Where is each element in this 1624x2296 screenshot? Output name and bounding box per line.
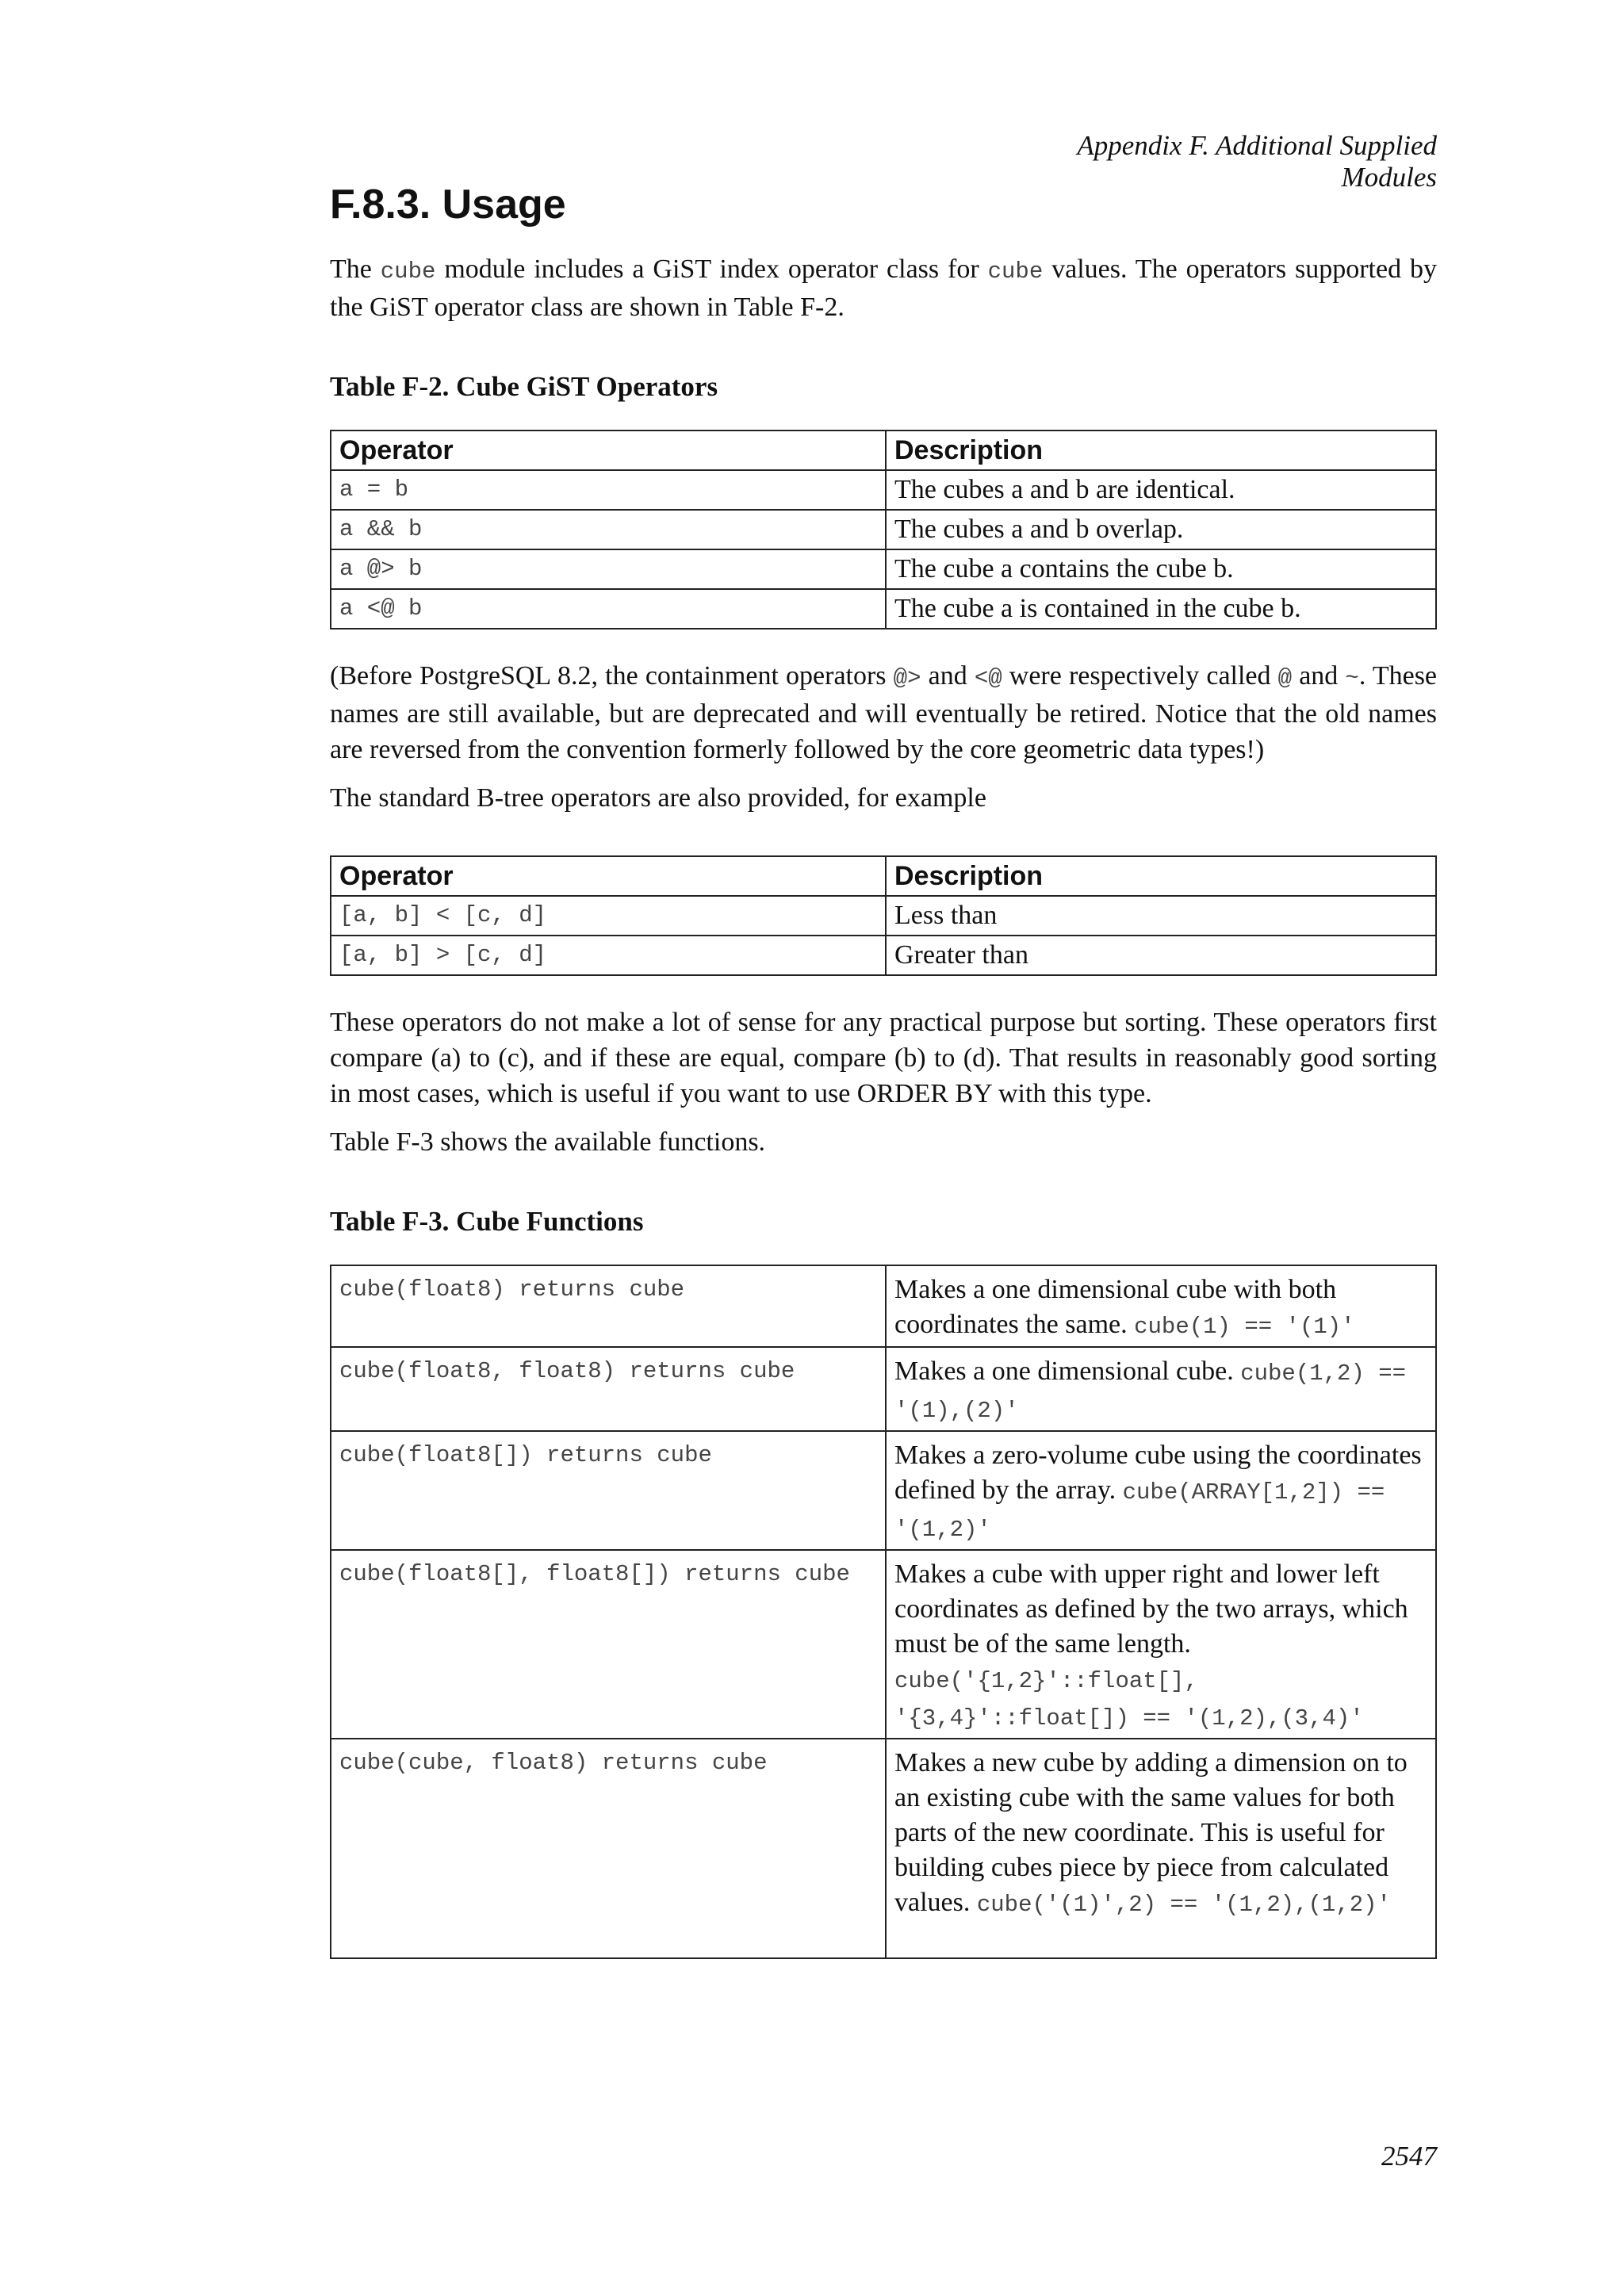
note-text-4: and [1292,661,1346,691]
inline-code-old-contained: ~ [1345,665,1359,692]
table-row [331,896,1436,936]
function-example: cube('(1)',2) == '(1,2),(1,2)' [976,1892,1391,1919]
function-description: Makes a one dimensional cube with both coordinates the same. [894,1275,1337,1340]
header-operator: Operator [331,430,886,470]
description-cell: The cube a contains the cube b. [886,549,1436,589]
intro-text-1: The [330,254,381,285]
function-signature-cell: cube(float8, float8) returns cube [331,1347,886,1431]
function-signature-cell: cube(float8[], float8[]) returns cube [331,1550,886,1739]
inline-code-cube-1: cube [380,258,436,285]
cube-functions-table [330,1265,1437,1959]
sorting-paragraph: These operators do not make a lot of sense for any practical purpose but sorting. These operators first compare (a) to (c), and if these are equal, compare (b) to (d). That results in reasonably good sorting in most cases, which is useful if you want to use ORDER BY with this type. [330,1008,1437,1109]
note-text-1: (Before PostgreSQL 8.2, the containment operators [330,661,894,691]
table-row [331,549,1436,589]
note-text-5: . These names are still available, but are deprecated and will eventually be retired. Notice that the old names are reversed from the convention formerly followed by the core geometric data types!) [330,661,1438,765]
operator-cell: a @> b [331,549,886,589]
operator-cell: a = b [331,470,886,510]
function-description: Makes a one dimensional cube. [894,1357,1241,1387]
intro-text-2: module includes a GiST index operator class for [435,254,988,285]
function-description: Makes a zero-volume cube using the coordinates defined by the array. [894,1441,1422,1506]
table-row [331,1550,1436,1739]
header-description: Description [886,856,1436,896]
running-header: Appendix F. Additional Supplied Modules [1077,130,1437,193]
deprecation-note [330,658,1437,767]
function-example: cube(1,2) == '(1),(2)' [894,1360,1407,1425]
section-title: F.8.3. Usage [330,182,566,228]
header-description: Description [886,430,1436,470]
function-description-cell [886,1265,1436,1347]
table-row [331,1265,1436,1347]
page-content [330,182,1437,1959]
function-signature-cell: cube(float8) returns cube [331,1265,886,1347]
operator-cell: a <@ b [331,589,886,629]
operator-cell: [a, b] < [c, d] [331,896,886,936]
description-cell: Less than [886,896,1436,936]
inline-code-contained: <@ [974,665,1002,692]
table-row [331,470,1436,510]
intro-paragraph [330,251,1437,325]
table-header-row [331,856,1436,896]
function-example: cube('{1,2}'::float[], '{3,4}'::float[]) == '(1,2),(3,4)' [894,1668,1364,1732]
description-cell: The cubes a and b are identical. [886,470,1436,510]
function-description-cell [886,1431,1436,1550]
table-row [331,936,1436,975]
btree-operators-table [330,855,1437,976]
function-signature-cell: cube(float8[]) returns cube [331,1431,886,1550]
description-cell: The cubes a and b overlap. [886,510,1436,549]
function-example: cube(ARRAY[1,2]) == '(1,2)' [894,1479,1385,1544]
note-text-2: and [921,661,975,691]
table-row [331,589,1436,629]
functions-intro: Table F-3 shows the available functions. [330,1127,766,1158]
operator-cell: a && b [331,510,886,549]
header-operator: Operator [331,856,886,896]
inline-code-old-contains: @ [1277,665,1293,692]
description-cell: Greater than [886,936,1436,975]
operator-cell: [a, b] > [c, d] [331,936,886,975]
inline-code-cube-2: cube [987,258,1044,285]
table-row [331,510,1436,549]
function-signature-cell: cube(cube, float8) returns cube [331,1739,886,1958]
description-cell: The cube a is contained in the cube b. [886,589,1436,629]
table-row [331,1739,1436,1958]
table-row [331,1431,1436,1550]
function-description-cell [886,1550,1436,1739]
page-number: 2547 [1381,2141,1437,2172]
function-description-cell [886,1739,1436,1958]
intro-text-3: values. The operators supported by the GiST operator class are shown in Table F-2. [330,254,1437,323]
note-text-3: were respectively called [1002,661,1278,691]
btree-intro: The standard B-tree operators are also provided, for example [330,783,986,813]
table-row [331,1347,1436,1431]
function-description-cell [886,1347,1436,1431]
table-f3-caption: Table F-3. Cube Functions [330,1206,644,1238]
function-example: cube(1) == '(1)' [1134,1314,1355,1341]
function-description: Makes a new cube by adding a dimension on to an existing cube with the same values for both parts of the new coordinate. This is useful for building cubes piece by piece from calculated values. [894,1748,1408,1918]
table-header-row [331,430,1436,470]
inline-code-contains: @> [893,665,921,692]
gist-operators-table [330,430,1437,629]
function-description: Makes a cube with upper right and lower left coordinates as defined by the two arrays, which must be of the same length. [894,1559,1408,1659]
table-f2-caption: Table F-2. Cube GiST Operators [330,371,718,403]
